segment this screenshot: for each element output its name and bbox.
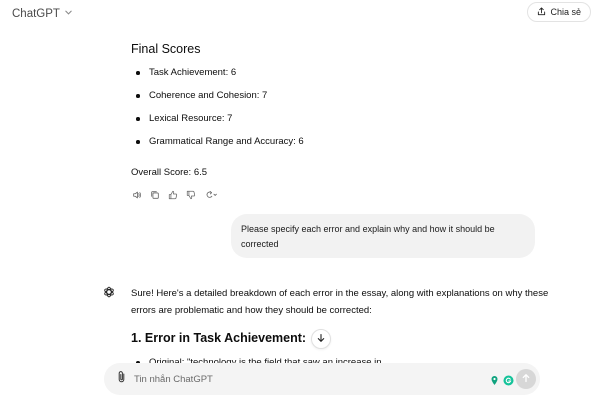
score-label: Grammatical Range and Accuracy xyxy=(149,136,294,147)
score-item xyxy=(136,112,304,135)
chatgpt-logo-icon xyxy=(103,285,115,297)
section-heading: 1. Error in Task Achievement: xyxy=(131,331,307,345)
send-button[interactable] xyxy=(516,369,536,389)
score-item xyxy=(136,66,304,89)
partial-list-item xyxy=(136,356,436,363)
user-message-bubble xyxy=(231,214,535,258)
copy-icon[interactable] xyxy=(149,189,161,201)
composer xyxy=(104,363,540,395)
paperclip-icon xyxy=(116,370,127,389)
score-value: : 6 xyxy=(293,136,304,147)
share-button[interactable] xyxy=(527,2,591,22)
regenerate-icon[interactable] xyxy=(203,189,219,201)
grammarly-icon[interactable] xyxy=(503,373,514,384)
final-scores-heading: Final Scores xyxy=(131,42,201,56)
attach-button[interactable] xyxy=(114,371,128,387)
chevron-down-icon xyxy=(64,8,73,20)
score-list xyxy=(136,66,304,158)
thumbs-down-icon[interactable] xyxy=(185,189,197,201)
scroll-to-bottom-button[interactable] xyxy=(311,329,331,349)
arrow-up-icon xyxy=(521,370,531,388)
extension-icons xyxy=(489,373,514,384)
top-bar xyxy=(0,0,600,28)
score-item xyxy=(136,89,304,112)
location-pin-icon[interactable] xyxy=(489,373,500,384)
score-value: : 6 xyxy=(225,67,237,78)
score-label: Coherence and Cohesion xyxy=(149,90,257,101)
speaker-icon[interactable] xyxy=(131,189,143,201)
user-message-text: Please specify each error and explain why and how it should be corrected xyxy=(241,224,495,249)
thumbs-up-icon[interactable] xyxy=(167,189,179,201)
message-actions xyxy=(131,189,219,201)
score-label: Lexical Resource xyxy=(149,113,222,124)
model-switcher[interactable] xyxy=(12,5,73,23)
message-input[interactable] xyxy=(134,370,474,388)
assistant-reply-intro: Sure! Here's a detailed breakdown of each error in the essay, along with explanations on why these errors are problematic and how they should be corrected: xyxy=(131,288,549,316)
overall-score: Overall Score: 6.5 xyxy=(131,167,208,178)
share-icon xyxy=(537,7,546,18)
score-value: : 7 xyxy=(256,90,268,101)
arrow-down-icon xyxy=(316,330,326,348)
model-name: ChatGPT xyxy=(12,8,60,20)
score-label: Task Achievement xyxy=(149,67,226,78)
score-value: : 7 xyxy=(221,113,233,124)
share-label: Chia sẻ xyxy=(550,7,581,17)
score-item xyxy=(136,135,304,158)
